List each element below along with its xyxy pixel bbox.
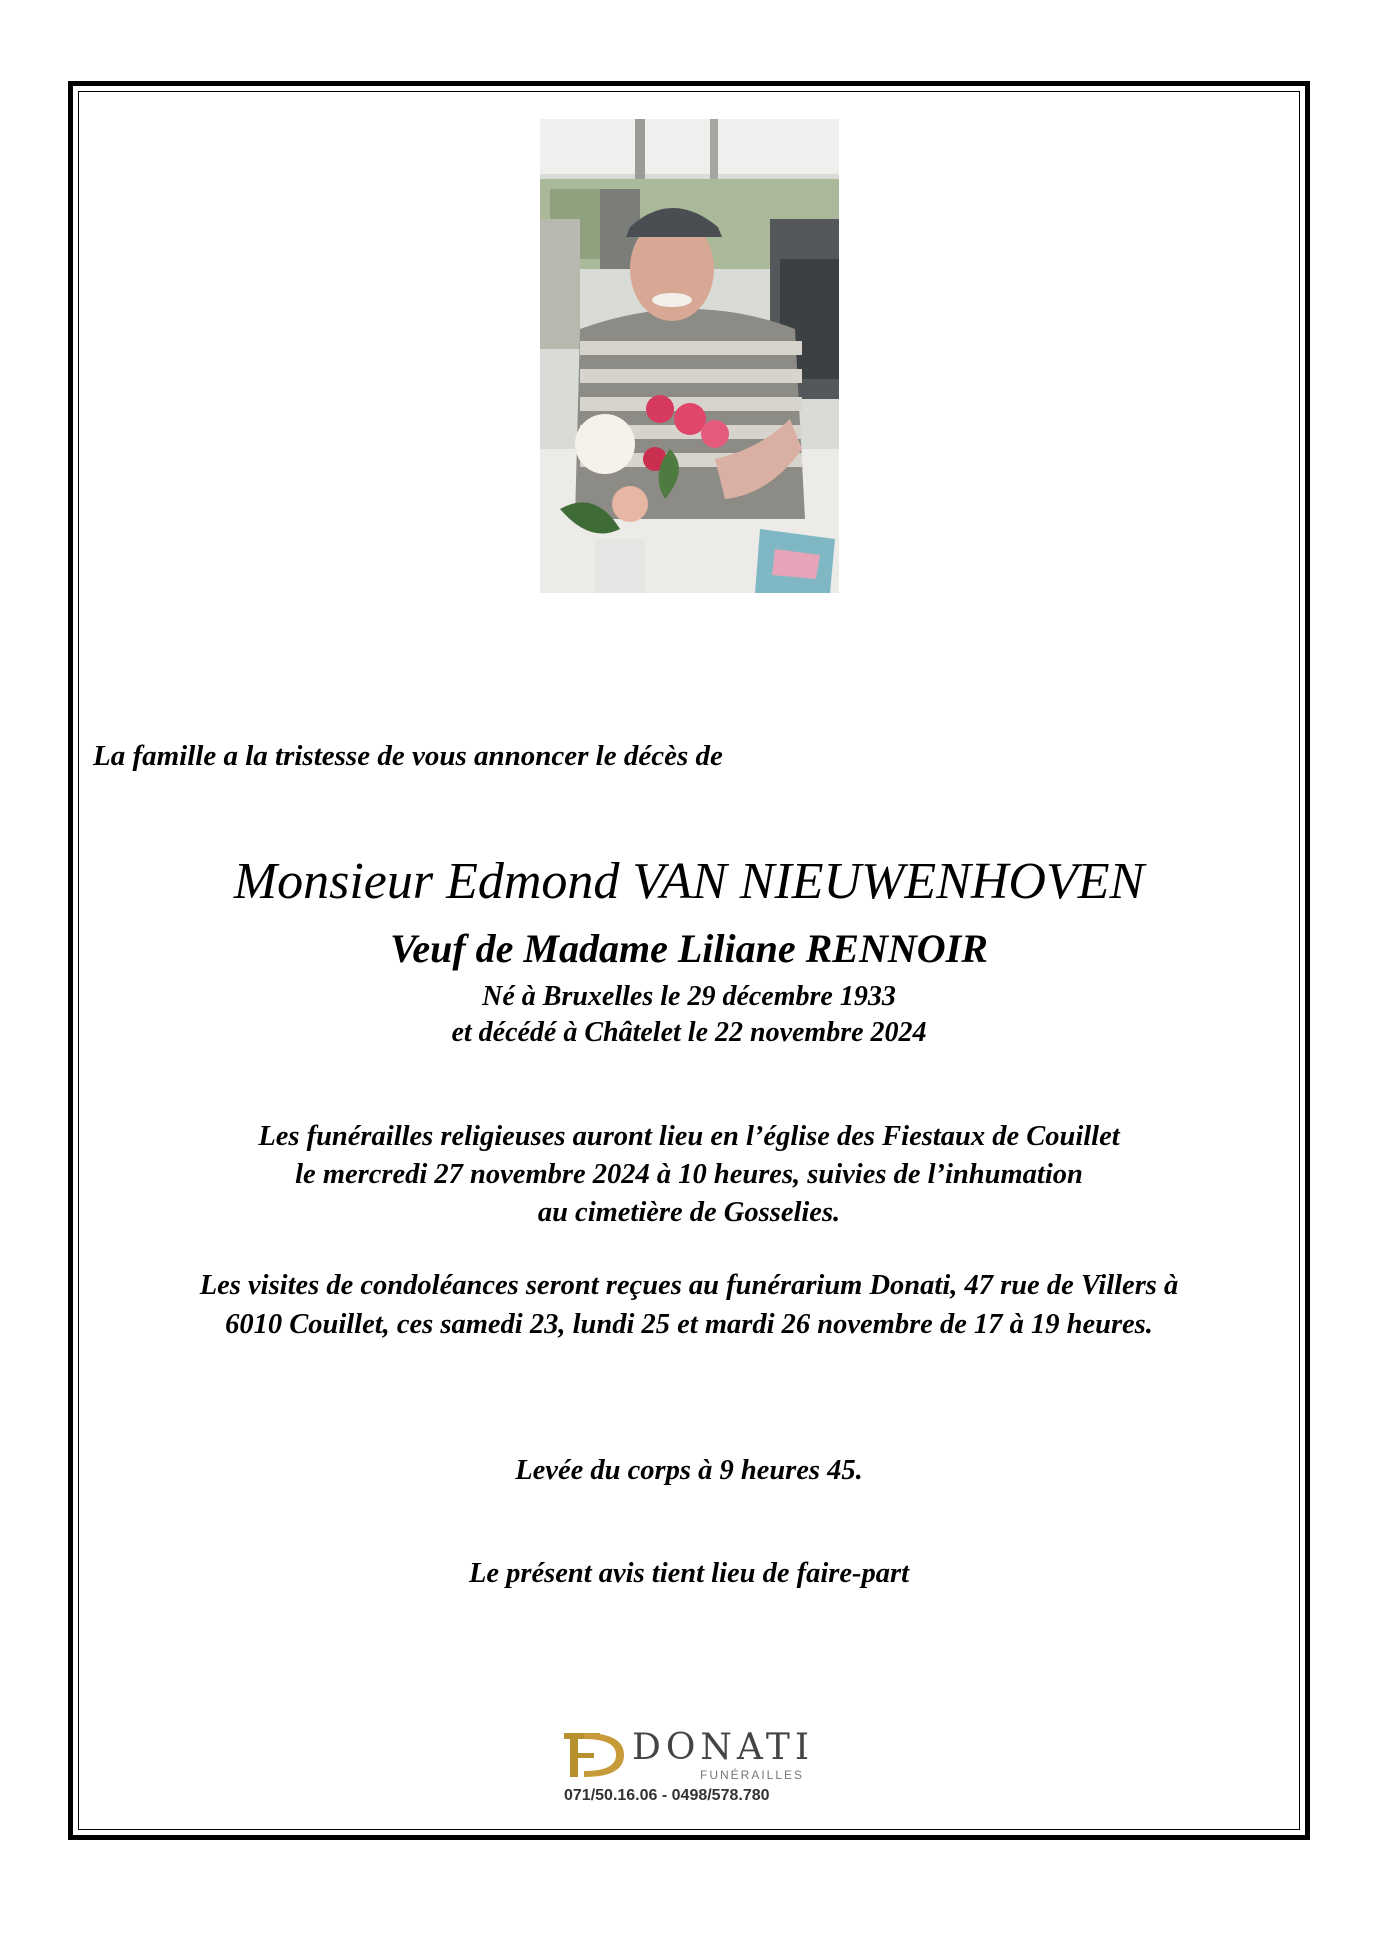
birth-line: Né à Bruxelles le 29 décembre 1933 bbox=[482, 981, 896, 1012]
intro-text: La famille a la tristesse de vous annoncer le décès de bbox=[93, 740, 723, 772]
spouse-line: Veuf de Madame Liliane RENNOIR bbox=[390, 926, 988, 971]
funeral-line: au cimetière de Gosselies. bbox=[537, 1197, 841, 1228]
closing-line: Le présent avis tient lieu de faire-part bbox=[468, 1558, 910, 1589]
logo-subtitle: FUNÉRAILLES bbox=[700, 1768, 805, 1782]
visits-line: Les visites de condoléances seront reçues au funérarium Donati, 47 rue de Villers à bbox=[199, 1270, 1179, 1301]
funeral-line: Les funérailles religieuses auront lieu en l’église des Fiestaux de Couillet bbox=[258, 1121, 1120, 1152]
funeral-line: le mercredi 27 novembre 2024 à 10 heures, suivies de l’inhumation bbox=[295, 1159, 1083, 1190]
logo-phones: 071/50.16.06 - 0498/578.780 bbox=[564, 1787, 770, 1804]
logo-name: DONATI bbox=[632, 1727, 815, 1768]
donati-monogram-icon bbox=[560, 1727, 628, 1783]
portrait-photo bbox=[540, 119, 839, 593]
deceased-name: Monsieur Edmond VAN NIEUWENHOVEN bbox=[233, 853, 1145, 910]
levee-line: Levée du corps à 9 heures 45. bbox=[515, 1455, 863, 1486]
visits-line: 6010 Couillet, ces samedi 23, lundi 25 et mardi 26 novembre de 17 à 19 heures. bbox=[225, 1309, 1153, 1340]
death-line: et décédé à Châtelet le 22 novembre 2024 bbox=[451, 1017, 927, 1048]
donati-logo bbox=[556, 1725, 826, 1815]
